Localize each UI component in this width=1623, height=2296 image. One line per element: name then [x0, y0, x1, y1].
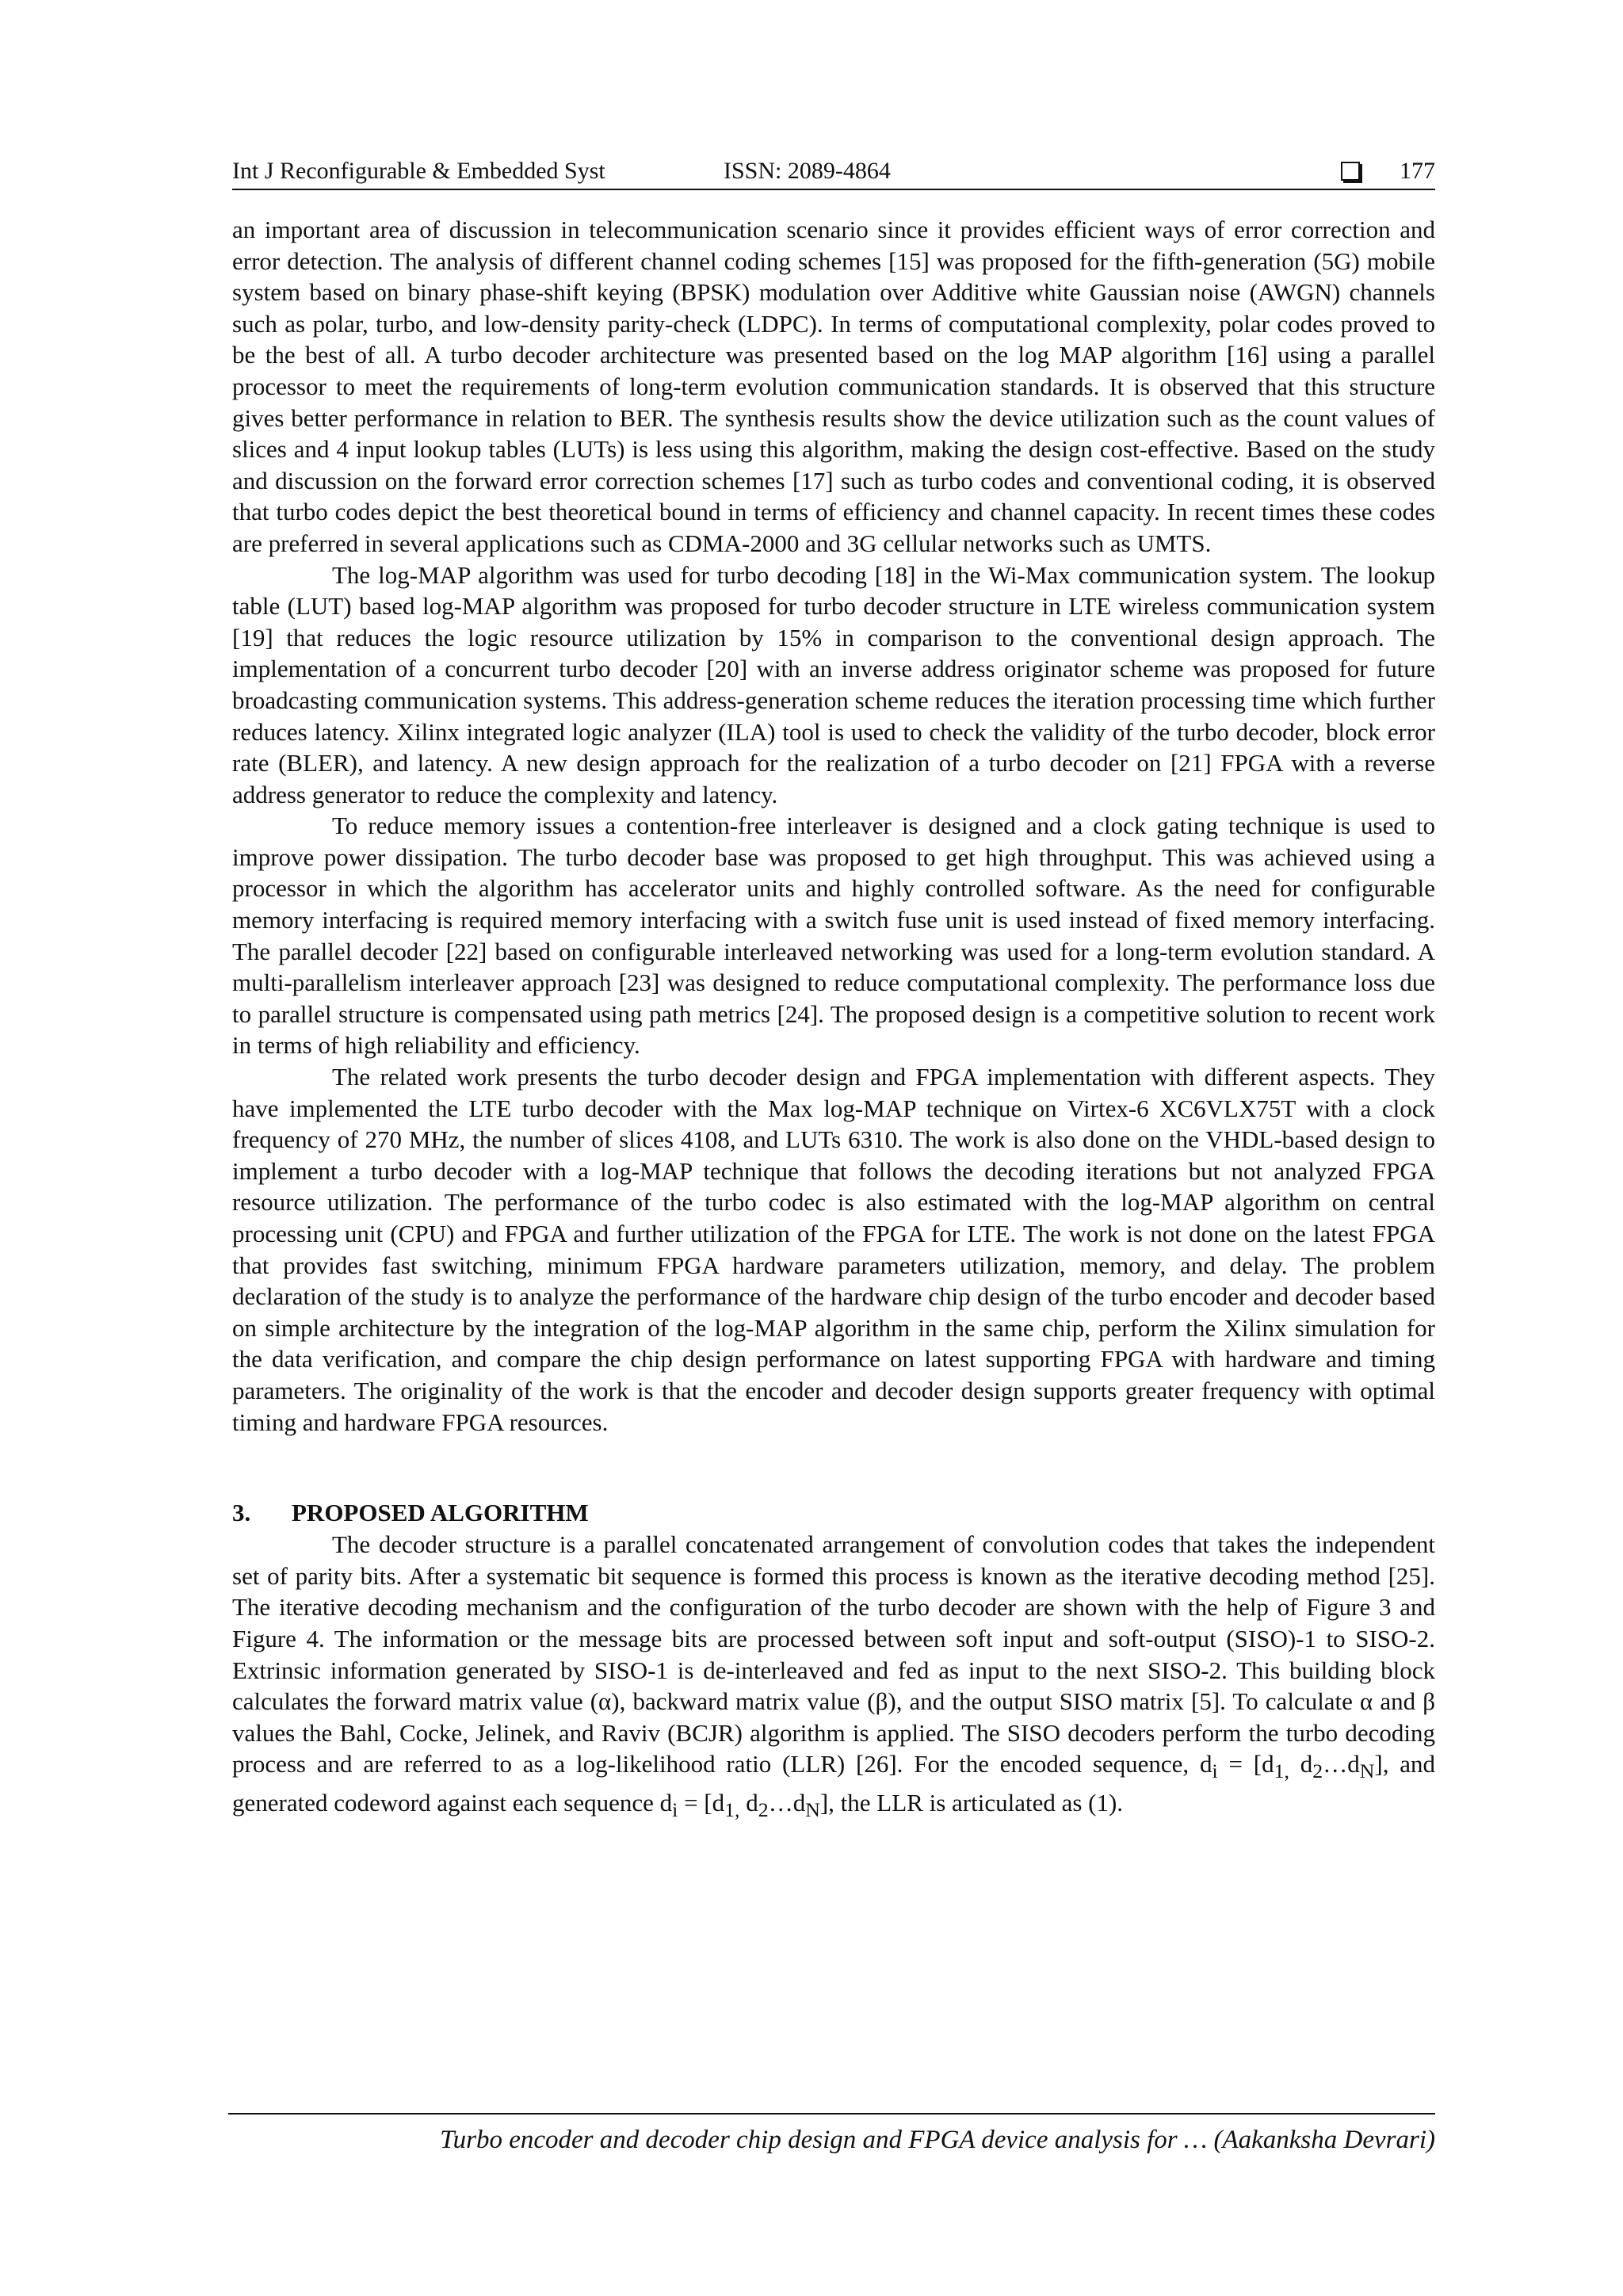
paragraph	[232, 1529, 1435, 1826]
main-body	[232, 214, 1435, 1826]
equation-text: d	[746, 1789, 758, 1817]
subscript: 1,	[1274, 1759, 1289, 1783]
subscript: i	[1212, 1759, 1218, 1783]
paragraph: The log-MAP algorithm was used for turbo decoding [18] in the Wi-Max communication system. The lookup table (LUT) based log-MAP algorithm was proposed for turbo decoder structure in LTE wireless communication system [19] that reduces the logic resource utilization by 15% in comparison to the conventional design approach. The implementation of a concurrent turbo decoder [20] with an inverse address originator scheme was proposed for future broadcasting communication systems. This address-generation scheme reduces the iteration processing time which further reduces latency. Xilinx integrated logic analyzer (ILA) tool is used to check the validity of the turbo decoder, block error rate (BLER), and latency. A new design approach for the realization of a turbo decoder on [21] FPGA with a reverse address generator to reduce the complexity and latency.	[232, 560, 1435, 808]
subscript: i	[672, 1798, 678, 1822]
issn: ISSN: 2089-4864	[724, 158, 891, 184]
section-number: 3.	[232, 1499, 251, 1527]
subscript: 2	[1312, 1759, 1323, 1783]
equation-text: d	[1300, 1750, 1313, 1778]
paragraph-text: The decoder structure is a parallel concatenated arrangement of convolution codes that takes the independent set of parity bits. After a systematic bit sequence is formed this process is known as the iterative decoding method [25]. The iterative decoding mechanism and the configuration of the turbo decoder are shown with the help of Figure 3 and Figure 4. The information or the message bits are processed between soft input and soft-output (SISO)-1 to SISO-2. Extrinsic information generated by SISO-1 is de-interleaved and fed as input to the next SISO-2. This building block calculates the forward matrix value (α), backward matrix value (β), and the output SISO matrix [5]. To calculate α and β values the Bahl, Cocke, Jelinek, and Raviv (BCJR) algorithm is applied. The SISO decoders perform the turbo decoding process and are referred to as a log-likelihood ratio (LLR) [26]. For the encoded sequence, d	[232, 1530, 1435, 1778]
footer-title: Turbo encoder and decoder chip design and FPGA device analysis for … (Aakanksha Devrari)	[440, 2126, 1435, 2154]
section-title: PROPOSED ALGORITHM	[292, 1499, 589, 1527]
page-number: 177	[1400, 158, 1435, 184]
paragraph-text: ], and generated codeword against each sequence d	[232, 1750, 1436, 1817]
running-footer	[228, 2113, 1435, 2157]
subscript: N	[1359, 1759, 1375, 1783]
paragraph: To reduce memory issues a contention-free interleaver is designed and a clock gating technique is used to improve power dissipation. The turbo decoder base was proposed to get high throughput. This was achieved using a processor in which the algorithm has accelerator units and highly controlled software. As the need for configurable memory interfacing is required memory interfacing with a switch fuse unit is used instead of fixed memory interfacing. The parallel decoder [22] based on configurable interleaved networking was used for a long-term evolution standard. A multi-parallelism interleaver approach [23] was designed to reduce computational complexity. The performance loss due to parallel structure is compensated using path metrics [24]. The proposed design is a competitive solution to recent work in terms of high reliability and efficiency.	[232, 812, 1435, 1060]
equation-text: …d	[768, 1789, 806, 1817]
paragraph-continued: an important area of discussion in telecommunication scenario since it provides efficient ways of error correction and error detection. The analysis of different channel coding schemes [15] was proposed for the fifth-generation (5G) mobile system based on binary phase-shift keying (BPSK) modulation over Additive white Gaussian noise (AWGN) channels such as polar, turbo, and low-density parity-check (LDPC). In terms of computational complexity, polar codes proved to be the best of all. A turbo decoder architecture was presented based on the log MAP algorithm [16] using a parallel processor to meet the requirements of long-term evolution communication standards. It is observed that this structure gives better performance in relation to BER. The synthesis results show the device utilization such as the count values of slices and 4 input lookup tables (LUTs) is less using this algorithm, making the design cost-effective. Based on the study and discussion on the forward error correction schemes [17] such as turbo codes and conventional coding, it is observed that turbo codes depict the best theoretical bound in terms of efficiency and channel capacity. In recent times these codes are preferred in several applications such as CDMA-2000 and 3G cellular networks such as UMTS.	[232, 216, 1435, 557]
checkbox-square-icon	[1341, 162, 1360, 181]
subscript: 2	[758, 1798, 769, 1822]
paragraph: The related work presents the turbo decoder design and FPGA implementation with different aspects. They have implemented the LTE turbo decoder with the Max log-MAP technique on Virtex-6 XC6VLX75T with a clock frequency of 270 MHz, the number of slices 4108, and LUTs 6310. The work is also done on the VHDL-based design to implement a turbo decoder with a log-MAP technique that follows the decoding iterations but not analyzed FPGA resource utilization. The performance of the turbo codec is also estimated with the log-MAP algorithm on central processing unit (CPU) and FPGA and further utilization of the FPGA for LTE. The work is not done on the latest FPGA that provides fast switching, minimum FPGA hardware parameters utilization, memory, and delay. The problem declaration of the study is to analyze the performance of the hardware chip design of the turbo encoder and decoder based on simple architecture by the integration of the log-MAP algorithm in the same chip, perform the Xilinx simulation for the data verification, and compare the chip design performance on latest supporting FPGA with hardware and timing parameters. The originality of the work is that the encoder and decoder design supports greater frequency with optimal timing and hardware FPGA resources.	[232, 1063, 1435, 1436]
subscript: 1,	[724, 1798, 740, 1822]
subscript: N	[805, 1798, 820, 1822]
running-header	[232, 154, 1435, 190]
equation-text: …d	[1323, 1750, 1360, 1778]
equation-text	[1289, 1750, 1300, 1778]
equation-text: = [d	[678, 1789, 725, 1817]
section-heading	[232, 1497, 1435, 1529]
journal-name: Int J Reconfigurable & Embedded Syst	[232, 158, 605, 184]
paragraph-text: ], the LLR is articulated as (1).	[819, 1789, 1124, 1817]
equation-text: = [d	[1217, 1750, 1274, 1778]
